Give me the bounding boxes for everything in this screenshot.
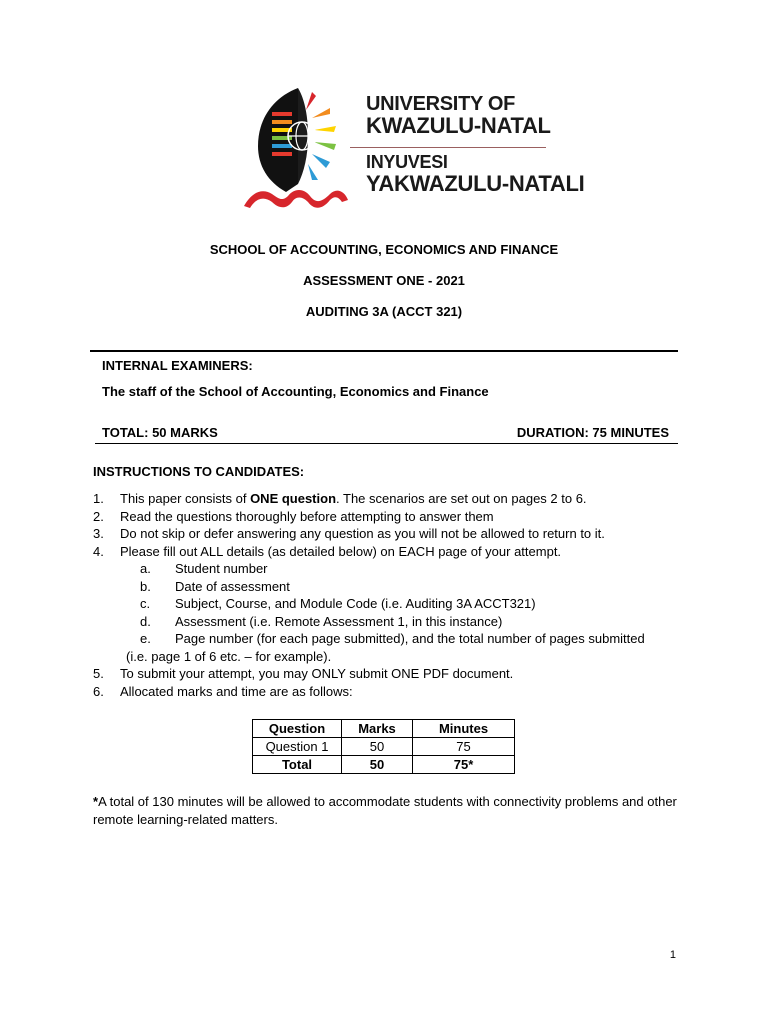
list-number: 5. <box>93 666 104 681</box>
list-text: Read the questions thoroughly before attempting to answer them <box>120 508 494 524</box>
table-cell: Total <box>253 756 342 774</box>
top-divider <box>90 350 678 352</box>
list-text: This paper consists of <box>120 491 251 506</box>
sub-list-item <box>93 630 693 648</box>
table-cell: 50 <box>342 738 413 756</box>
list-item <box>93 508 693 526</box>
sub-list-letter: c. <box>140 596 151 611</box>
list-item <box>93 543 693 561</box>
university-logo <box>238 84 585 214</box>
sub-list-text: Assessment (i.e. Remote Assessment 1, in this instance) <box>175 613 503 629</box>
sub-list-item <box>93 595 693 613</box>
table-row <box>253 738 515 756</box>
list-text: . The scenarios are set out on pages 2 to 6. <box>336 491 587 506</box>
table-cell: 75* <box>413 756 515 774</box>
logo-wordmark <box>366 93 585 196</box>
list-number: 3. <box>93 526 104 541</box>
module-heading: AUDITING 3A (ACCT 321) <box>305 304 463 319</box>
table-header-row <box>253 720 515 738</box>
assessment-heading: ASSESSMENT ONE - 2021 <box>303 273 465 288</box>
table-total-row <box>253 756 515 774</box>
list-item <box>93 525 693 543</box>
sub-list-text: Subject, Course, and Module Code (i.e. Auditing 3A ACCT321) <box>175 596 536 611</box>
logo-line-2: KWAZULU-NATAL <box>366 113 551 138</box>
table-cell: Question 1 <box>253 738 342 756</box>
sub-list-letter: b. <box>140 578 151 594</box>
sub-list-item <box>93 560 693 578</box>
list-text-bold: ONE question <box>250 491 337 506</box>
logo-line-4: YAKWAZULU-NATALI <box>366 171 585 196</box>
ukzn-crest-icon <box>238 84 358 214</box>
duration: DURATION: 75 MINUTES <box>516 425 669 440</box>
list-text: To submit your attempt, you may ONLY submit ONE PDF document. <box>120 666 514 681</box>
sub-list-text: Page number (for each page submitted), and the total number of pages submitted <box>175 631 645 646</box>
table-header: Question <box>253 720 342 738</box>
logo-line-3: INYUVESI <box>366 152 448 172</box>
table-cell: 50 <box>342 756 413 774</box>
sub-list-text: Student number <box>175 561 268 576</box>
table-header: Marks <box>342 720 413 738</box>
school-heading: SCHOOL OF ACCOUNTING, ECONOMICS AND FINANCE <box>209 242 559 257</box>
logo-line-1: UNIVERSITY OF <box>366 93 516 115</box>
list-item <box>93 683 693 701</box>
table-cell: 75 <box>413 738 515 756</box>
sub-list-item <box>93 578 693 596</box>
list-text: Do not skip or defer answering any question as you will not be allowed to return to it. <box>120 526 605 541</box>
note-text: A total of 130 minutes will be allowed to accommodate students with connectivity problems and other remote learning-related matters. <box>93 794 677 827</box>
instructions-list <box>93 490 693 700</box>
examiners-label: INTERNAL EXAMINERS: <box>102 358 253 373</box>
table-header: Minutes <box>413 720 515 738</box>
list-number: 2. <box>93 508 104 524</box>
bottom-divider <box>95 443 678 444</box>
sub-list-item <box>93 613 693 631</box>
note-star: * <box>93 794 99 809</box>
list-number: 1. <box>93 491 104 506</box>
time-allowance-note <box>93 793 693 829</box>
list-number: 4. <box>93 543 104 559</box>
marks-table <box>252 719 515 774</box>
sub-list-continuation: (i.e. page 1 of 6 etc. – for example). <box>126 648 332 664</box>
instructions-heading: INSTRUCTIONS TO CANDIDATES: <box>93 464 305 479</box>
total-marks: TOTAL: 50 MARKS <box>102 425 218 440</box>
list-item <box>93 665 693 683</box>
examiners-text: The staff of the School of Accounting, Economics and Finance <box>102 384 489 399</box>
list-text: Allocated marks and time are as follows: <box>120 683 353 699</box>
sub-list-text: Date of assessment <box>175 578 290 594</box>
list-text: Please fill out ALL details (as detailed below) on EACH page of your attempt. <box>120 543 562 559</box>
sub-list-letter: e. <box>140 631 151 646</box>
list-item <box>93 490 693 508</box>
page-number: 1 <box>669 949 676 961</box>
list-number: 6. <box>93 683 104 699</box>
sub-list-letter: a. <box>140 561 151 576</box>
sub-list-letter: d. <box>140 613 151 629</box>
